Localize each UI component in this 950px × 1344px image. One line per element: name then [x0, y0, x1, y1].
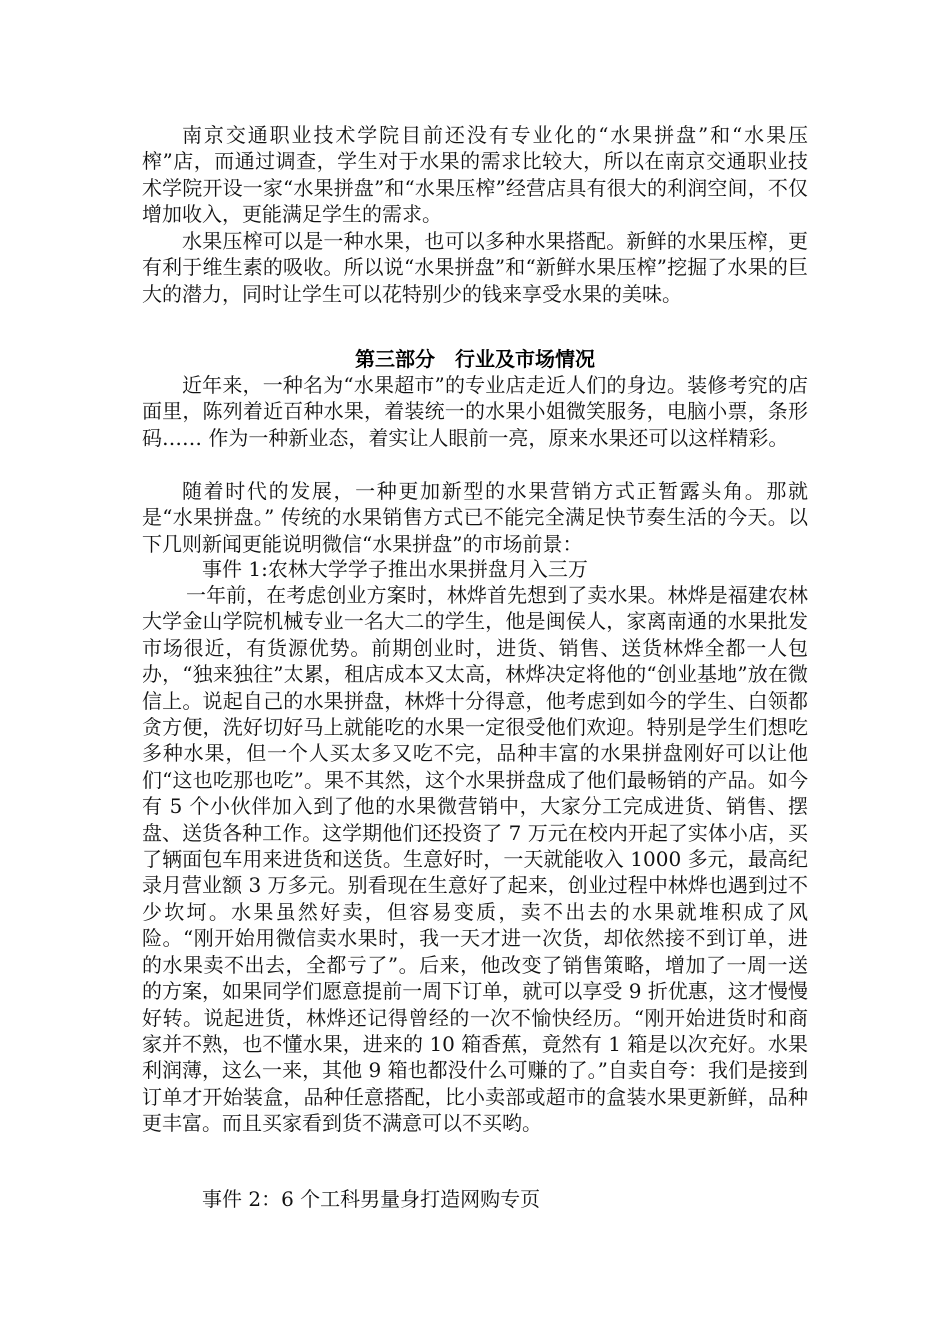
paragraph-fruit-press: 水果压榨可以是一种水果，也可以多种水果搭配。新鲜的水果压榨，更有利于维生素的吸收。所以说“水果拼盘”和“新鲜水果压榨”挖掘了水果的巨大的潜力，同时让学生可以花特别少的钱来享受水果的美味。	[142, 229, 808, 306]
paragraph-campus-shop: 南京交通职业技术学院目前还没有专业化的“水果拼盘”和“水果压榨”店，而通过调查，学生对于水果的需求比较大，所以在南京交通职业技术学院开设一家“水果拼盘”和“水果压榨”经营店具有很大的利润空间，不仅增加收入，更能满足学生的需求。	[142, 123, 808, 227]
event-2-title: 事件 2：6 个工科男量身打造网购专页	[202, 1187, 541, 1211]
event-1-title: 事件 1:农林大学学子推出水果拼盘月入三万	[202, 557, 588, 581]
section-heading: 第三部分 行业及市场情况	[355, 347, 595, 371]
paragraph-fruit-supermarket: 近年来，一种名为“水果超市”的专业店走近人们的身边。装修考究的店面里，陈列着近百种水果，着装统一的水果小姐微笑服务，电脑小票，条形码…… 作为一种新业态，着实让人眼前一亮，原来水果还可以这样精彩。	[142, 373, 808, 450]
event-1-body: 一年前，在考虑创业方案时，林烨首先想到了卖水果。林烨是福建农林大学金山学院机械专业一名大二的学生，他是闽侯人，家离南通的水果批发市场很近，有货源优势。前期创业时，进货、销售、送货林烨全都一人包办，“独来独往”太累，租店成本又太高，林烨决定将他的“创业基地”放在微信上。说起自己的水果拼盘，林烨十分得意，他考虑到如今的学生、白领都贪方便，洗好切好马上就能吃的水果一定很受他们欢迎。特别是学生们想吃多种水果，但一个人买太多又吃不完，品种丰富的水果拼盘刚好可以让他们“这也吃那也吃”。果不其然，这个水果拼盘成了他们最畅销的产品。如今有 5 个小伙伴加入到了他的水果微营销中，大家分工完成进货、销售、摆盘、送货各种工作。这学期他们还投资了 7 万元在校内开起了实体小店，买了辆面包车用来进货和送货。生意好时，一天就能收入 1000 多元，最高纪录月营业额 3 万多元。别看现在生意好了起来，创业过程中林烨也遇到过不少坎坷。水果虽然好卖，但容易变质，卖不出去的水果就堆积成了风险。“刚开始用微信卖水果时，我一天才进一次货，却依然接不到订单，进的水果卖不出去，全都亏了”。后来，他改变了销售策略，增加了一周一送的方案，如果同学们愿意提前一周下订单，就可以享受 9 折优惠，这才慢慢好转。说起进货，林烨还记得曾经的一次不愉快经历。“刚开始进货时和商家并不熟，也不懂水果，进来的 10 箱香蕉，竟然有 1 箱是以次充好。水果利润薄，这么一来，其他 9 箱也都没什么可赚的了。”自卖自夸：我们是接到订单才开始装盒，品种任意搭配，比小卖部或超市的盒装水果更新鲜，品种更丰富。而且买家看到货不满意可以不买哟。	[142, 583, 808, 1136]
paragraph-fruit-platter-trend: 随着时代的发展，一种更加新型的水果营销方式正暂露头角。那就是“水果拼盘。” 传统的水果销售方式已不能完全满足快节奏生活的今天。以下几则新闻更能说明微信“水果拼盘”的市场前景：	[142, 479, 808, 556]
